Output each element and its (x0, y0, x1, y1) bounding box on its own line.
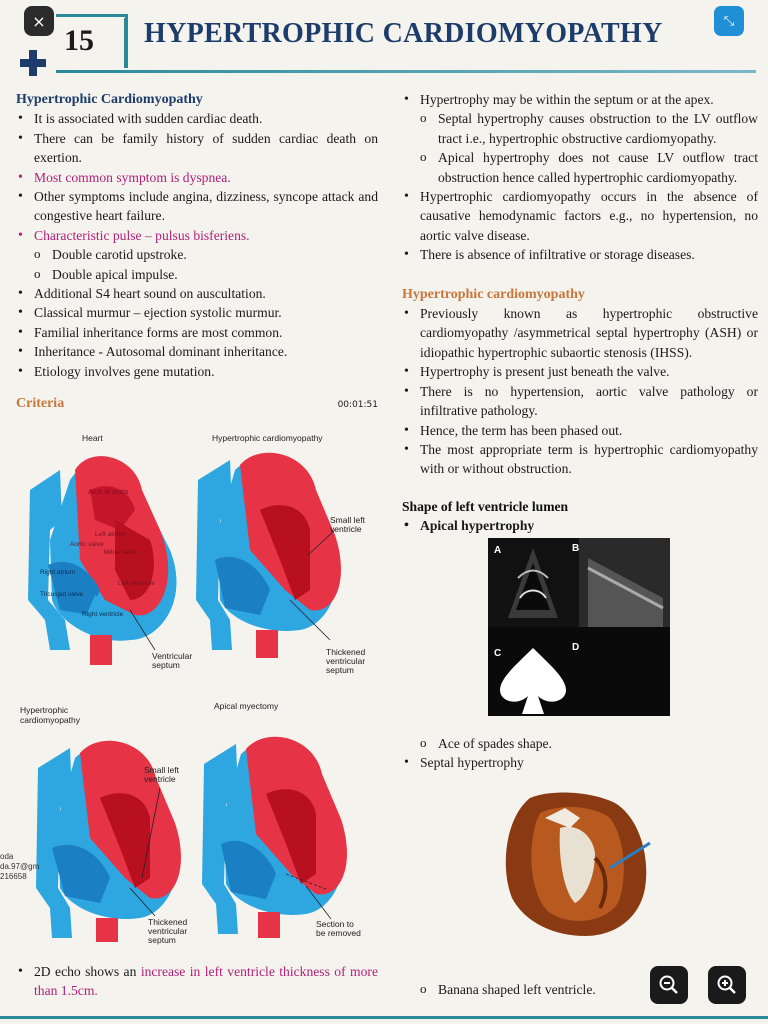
list-item: • Additional S4 heart sound on auscultation. (16, 284, 378, 303)
echo-label-d: D (572, 642, 580, 653)
left-ventricle-label: Left ventricle (118, 580, 155, 587)
sub-list-item: o Double apical impulse. (16, 265, 378, 284)
list-item: • Hence, the term has been phased out. (402, 421, 758, 440)
echo-label-b: B (572, 543, 580, 554)
heart-label: Heart (82, 433, 103, 443)
zoom-out-icon (658, 974, 680, 996)
side-note: oda da.97@gm 216658 (0, 852, 40, 881)
section-heading-3: Shape of left ventricle lumen (402, 498, 569, 514)
zoom-in-button[interactable] (708, 966, 746, 1004)
echo-image (488, 538, 670, 716)
list-item: • Characteristic pulse – pulsus bisferiens. (16, 226, 378, 245)
list-item: • Etiology involves gene mutation. (16, 362, 378, 381)
list-item: • There can be family history of sudden cardiac death on exertion. (16, 129, 378, 168)
list-item: • Familial inheritance forms are most common. (16, 323, 378, 342)
small-lv-label-2: Small left ventricle (144, 765, 179, 784)
expand-icon: ⤡ (723, 13, 735, 29)
sub-list-item: o Ace of spades shape. (402, 734, 758, 753)
mitral-valve-label: Mitral valve (104, 549, 137, 556)
list-item: • 2D echo shows an increase in left ventricle thickness of more than 1.5cm. (16, 962, 378, 1001)
hcm-label-2: Hypertrophic cardiomyopathy (20, 705, 81, 725)
right-list-top (402, 90, 758, 265)
list-item: • Apical hypertrophy (402, 516, 758, 535)
list-item: • It is associated with sudden cardiac death. (16, 109, 378, 128)
apical-myectomy-label: Apical myectomy (214, 701, 279, 711)
echo-note (16, 962, 378, 1001)
list-item: • Septal hypertrophy (402, 753, 758, 772)
list-item: • Hypertrophy may be within the septum or at the apex. (402, 90, 758, 109)
hcm-diagram (190, 450, 360, 660)
list-item: • Hypertrophic cardiomyopathy occurs in the absence of causative hemodynamic factors e.g., no hypertension, no aortic valve disease. (402, 187, 758, 245)
list-item: • Other symptoms include angina, dizziness, syncope attack and congestive heart failure. (16, 187, 378, 226)
list-item: • Inheritance - Autosomal dominant inheritance. (16, 342, 378, 361)
header-rule (56, 70, 756, 73)
list-item: • Previously known as hypertrophic obstructive cardiomyopathy /asymmetrical septal hypertrophy (ASH) or idiopathic hypertrophic subaortic stenosis (IHSS). (402, 304, 758, 362)
sub-list-item: o Double carotid upstroke. (16, 245, 378, 264)
thickened-septum-label: Thickened ventricular septum (326, 647, 366, 675)
timestamp: 00:01:51 (337, 400, 378, 410)
right-atrium-label: Right atrium (40, 569, 76, 576)
chapter-divider (124, 18, 128, 68)
section-removed-label: Section to be removed (316, 919, 361, 938)
list-item: • Classical murmur – ejection systolic murmur. (16, 303, 378, 322)
left-column (16, 90, 378, 381)
heart-diagram (20, 450, 193, 670)
zoom-in-icon (716, 974, 738, 996)
right-ventricle-label: Right ventricle (82, 611, 124, 618)
ventricular-septum-label: Ventricular septum (152, 651, 193, 670)
close-button[interactable] (24, 6, 54, 36)
page-title: HYPERTROPHIC CARDIOMYOPATHY (144, 18, 663, 49)
banana-note (402, 980, 662, 999)
list-item: • Hypertrophy is present just beneath the valve. (402, 362, 758, 381)
heart-specimen-photo (500, 788, 654, 938)
close-icon: × (32, 11, 46, 31)
tricuspid-label: Tricuspid valve (40, 591, 84, 598)
zoom-out-button[interactable] (650, 966, 688, 1004)
aortic-valve-label: Aortic valve (70, 541, 104, 548)
left-atrium-label: Left atrium (95, 531, 126, 538)
apical-myectomy-diagram (196, 734, 356, 939)
list-item: • Most common symptom is dyspnea. (16, 168, 378, 187)
list-item: • There is absence of infiltrative or storage diseases. (402, 245, 758, 264)
small-lv-label: Small left ventricle (330, 515, 365, 534)
hcm-label: Hypertrophic cardiomyopathy (212, 433, 323, 443)
footer-rule (0, 1016, 768, 1019)
right-list-mid (402, 304, 758, 479)
expand-button[interactable] (714, 6, 744, 36)
sub-list-item: o Apical hypertrophy does not cause LV outflow tract obstruction hence called hypertrophic cardiomyopathy. (402, 148, 758, 187)
section-heading-2: Hypertrophic cardiomyopathy (402, 286, 585, 302)
sub-list-item: o Septal hypertrophy causes obstruction to the LV outflow tract i.e., hypertrophic obstructive cardiomyopathy. (402, 109, 758, 148)
sub-list-item: o Banana shaped left ventricle. (402, 980, 662, 999)
thickened-septum-label-2: Thickened ventricular septum (148, 917, 188, 945)
section-heading: Hypertrophic Cardiomyopathy (16, 92, 203, 107)
chapter-number: 15 (64, 24, 94, 57)
left-list (16, 109, 378, 381)
criteria-row (16, 396, 378, 412)
echo-label-c: C (494, 648, 502, 659)
criteria-heading: Criteria (16, 396, 65, 411)
arch-label: Arch of aorta (88, 489, 129, 496)
list-item: • The most appropriate term is hypertrophic cardiomyopathy with or without obstruction. (402, 440, 758, 479)
plus-icon (20, 50, 46, 76)
echo-label-a: A (494, 545, 502, 556)
list-item: • There is no hypertension, aortic valve pathology or infiltrative pathology. (402, 382, 758, 421)
ace-list (402, 734, 758, 773)
right-column (402, 90, 758, 536)
